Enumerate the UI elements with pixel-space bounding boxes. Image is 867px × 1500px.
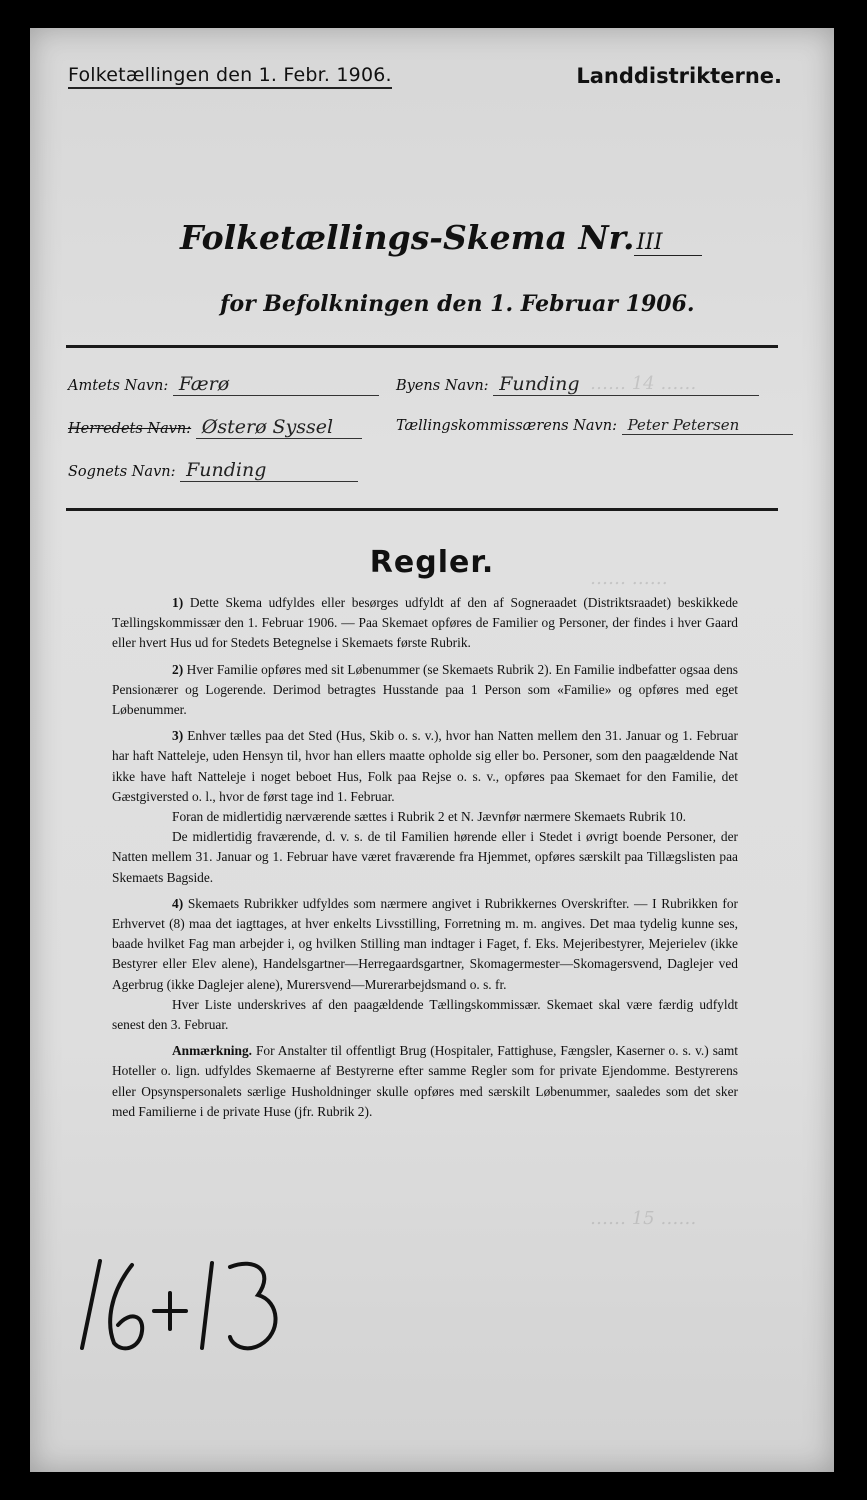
rule-paragraph: Hver Liste underskrives af den paagældende Tællingskommissær. Skemaet skal være færdig udfyldt senest den 3. Februar.: [112, 996, 738, 1033]
divider-bottom: [66, 508, 778, 511]
amt-value: Færø: [173, 373, 379, 396]
rules-heading: Regler.: [369, 545, 495, 580]
amt-field: [68, 373, 379, 396]
sogn-field: [68, 459, 358, 482]
rule-paragraph: 4) Skemaets Rubrikker udfyldes som nærmere angivet i Rubrikkernes Overskrifter. — I Rubrikken for Erhvervet (8) maa det iagttages, at hver enkelts Livsstilling, Forretning m. m. angives. Det maa tydelig kunne ses, baade hvilket Fag man arbejder i, og hvilken Stilling man indtager i Faget, f. Eks. Mejeribestyrer, Mejerielev (ikke Bestyrer eller Elev alene), Handelsgartner—Herregaardsgartner, Skomagermester—Skomagersvend, Daglejer ved Agerbrug (ikke Daglejer alene), Murersvend—Murerarbejdsmand o. s. fr.: [112, 895, 738, 992]
amt-label: Amtets Navn:: [68, 378, 169, 394]
by-label: Byens Navn:: [396, 378, 489, 394]
form-number: III: [634, 230, 702, 256]
form-title: [180, 218, 702, 257]
kommissaer-label: Tællingskommissærens Navn:: [396, 418, 617, 434]
herred-value: Østerø Syssel: [196, 416, 362, 439]
divider-top: [66, 345, 778, 348]
rule-paragraph: Foran de midlertidig nærværende sættes i Rubrik 2 et N. Jævnfør nærmere Skemaets Rubrik 10.: [172, 809, 686, 825]
form-subtitle: for Befolkningen den 1. Februar 1906.: [220, 291, 695, 317]
form-title-text: Folketællings-Skema Nr.: [180, 218, 635, 257]
rule-paragraph: De midlertidig fraværende, d. v. s. de til Familien hørende eller i Stedet i øvrigt boende Personer, der Natten mellem 31. Januar og 1. Februar have været fraværende fra Hjemmet, opføres særskilt paa Tillægslisten paa Skemaets Bagside.: [112, 829, 738, 885]
herred-field: [68, 416, 362, 439]
sogn-label: Sognets Navn:: [68, 464, 176, 480]
bleed-through-text: …… 15 ……: [590, 1208, 697, 1229]
by-field: [396, 373, 759, 396]
census-form-page: [30, 28, 834, 1472]
census-date-header: Folketællingen den 1. Febr. 1906.: [68, 64, 392, 89]
sogn-value: Funding: [180, 459, 358, 482]
kommissaer-field: [396, 416, 793, 435]
by-value: Funding: [493, 373, 759, 396]
district-type-header: Landdistrikterne.: [576, 64, 782, 88]
bleed-through-text: …… 14 ……: [590, 373, 697, 394]
handwritten-count-note: [70, 1253, 300, 1363]
rule-paragraph: 3) Enhver tælles paa det Sted (Hus, Skib o. s. v.), hvor han Natten mellem den 31. Januar og 1. Februar har haft Natteleje, uden Hensyn til, hvor han ellers maatte opholde sig eller bo. Personer, som den paagældende Nat ikke have haft Natteleje i noget beboet Hus, Folk paa Rejse o. s. v., opføres paa Skemaet for den Familie, det Gæstgiversted o. l., hvor de først tage ind 1. Februar.: [112, 728, 738, 804]
rule-paragraph: 1) Dette Skema udfyldes eller besørges udfyldt af den af Sogneraadet (Distriktsraadet) beskikkede Tællingskommissær den 1. Februar 1906. — Paa Skemaet opføres de Familier og Personer, der findes i hver Gaard eller hvert Hus ud for Stedets Betegnelse i Skemaets første Rubrik.: [112, 595, 738, 651]
kommissaer-value: Peter Petersen: [622, 416, 793, 435]
rules-list: [112, 593, 738, 1128]
herred-label: Herredets Navn:: [68, 421, 192, 437]
rule-paragraph: 2) Hver Familie opføres med sit Løbenummer (se Skemaets Rubrik 2). En Familie indbefatter ogsaa dens Pensionærer og Logerende. Derimod betragtes Husstande paa 1 Person som «Familie» og opføres med eget Løbenummer.: [112, 661, 738, 718]
bleed-through-text: …… ……: [590, 568, 668, 589]
rule-paragraph: Anmærkning. For Anstalter til offentligt Brug (Hospitaler, Fattighuse, Fængsler, Kaserner o. s. v.) samt Hoteller o. lign. udfyldes Skemaerne af Bestyrerne efter samme Regler som for private Ejendomme. Bestyrerens eller Opsynspersonalets særlige Husholdninger skulle opføres med særskilt Løbenummer, saaledes som det sker med Familierne i de private Huse (jfr. Rubrik 2).: [112, 1043, 738, 1119]
